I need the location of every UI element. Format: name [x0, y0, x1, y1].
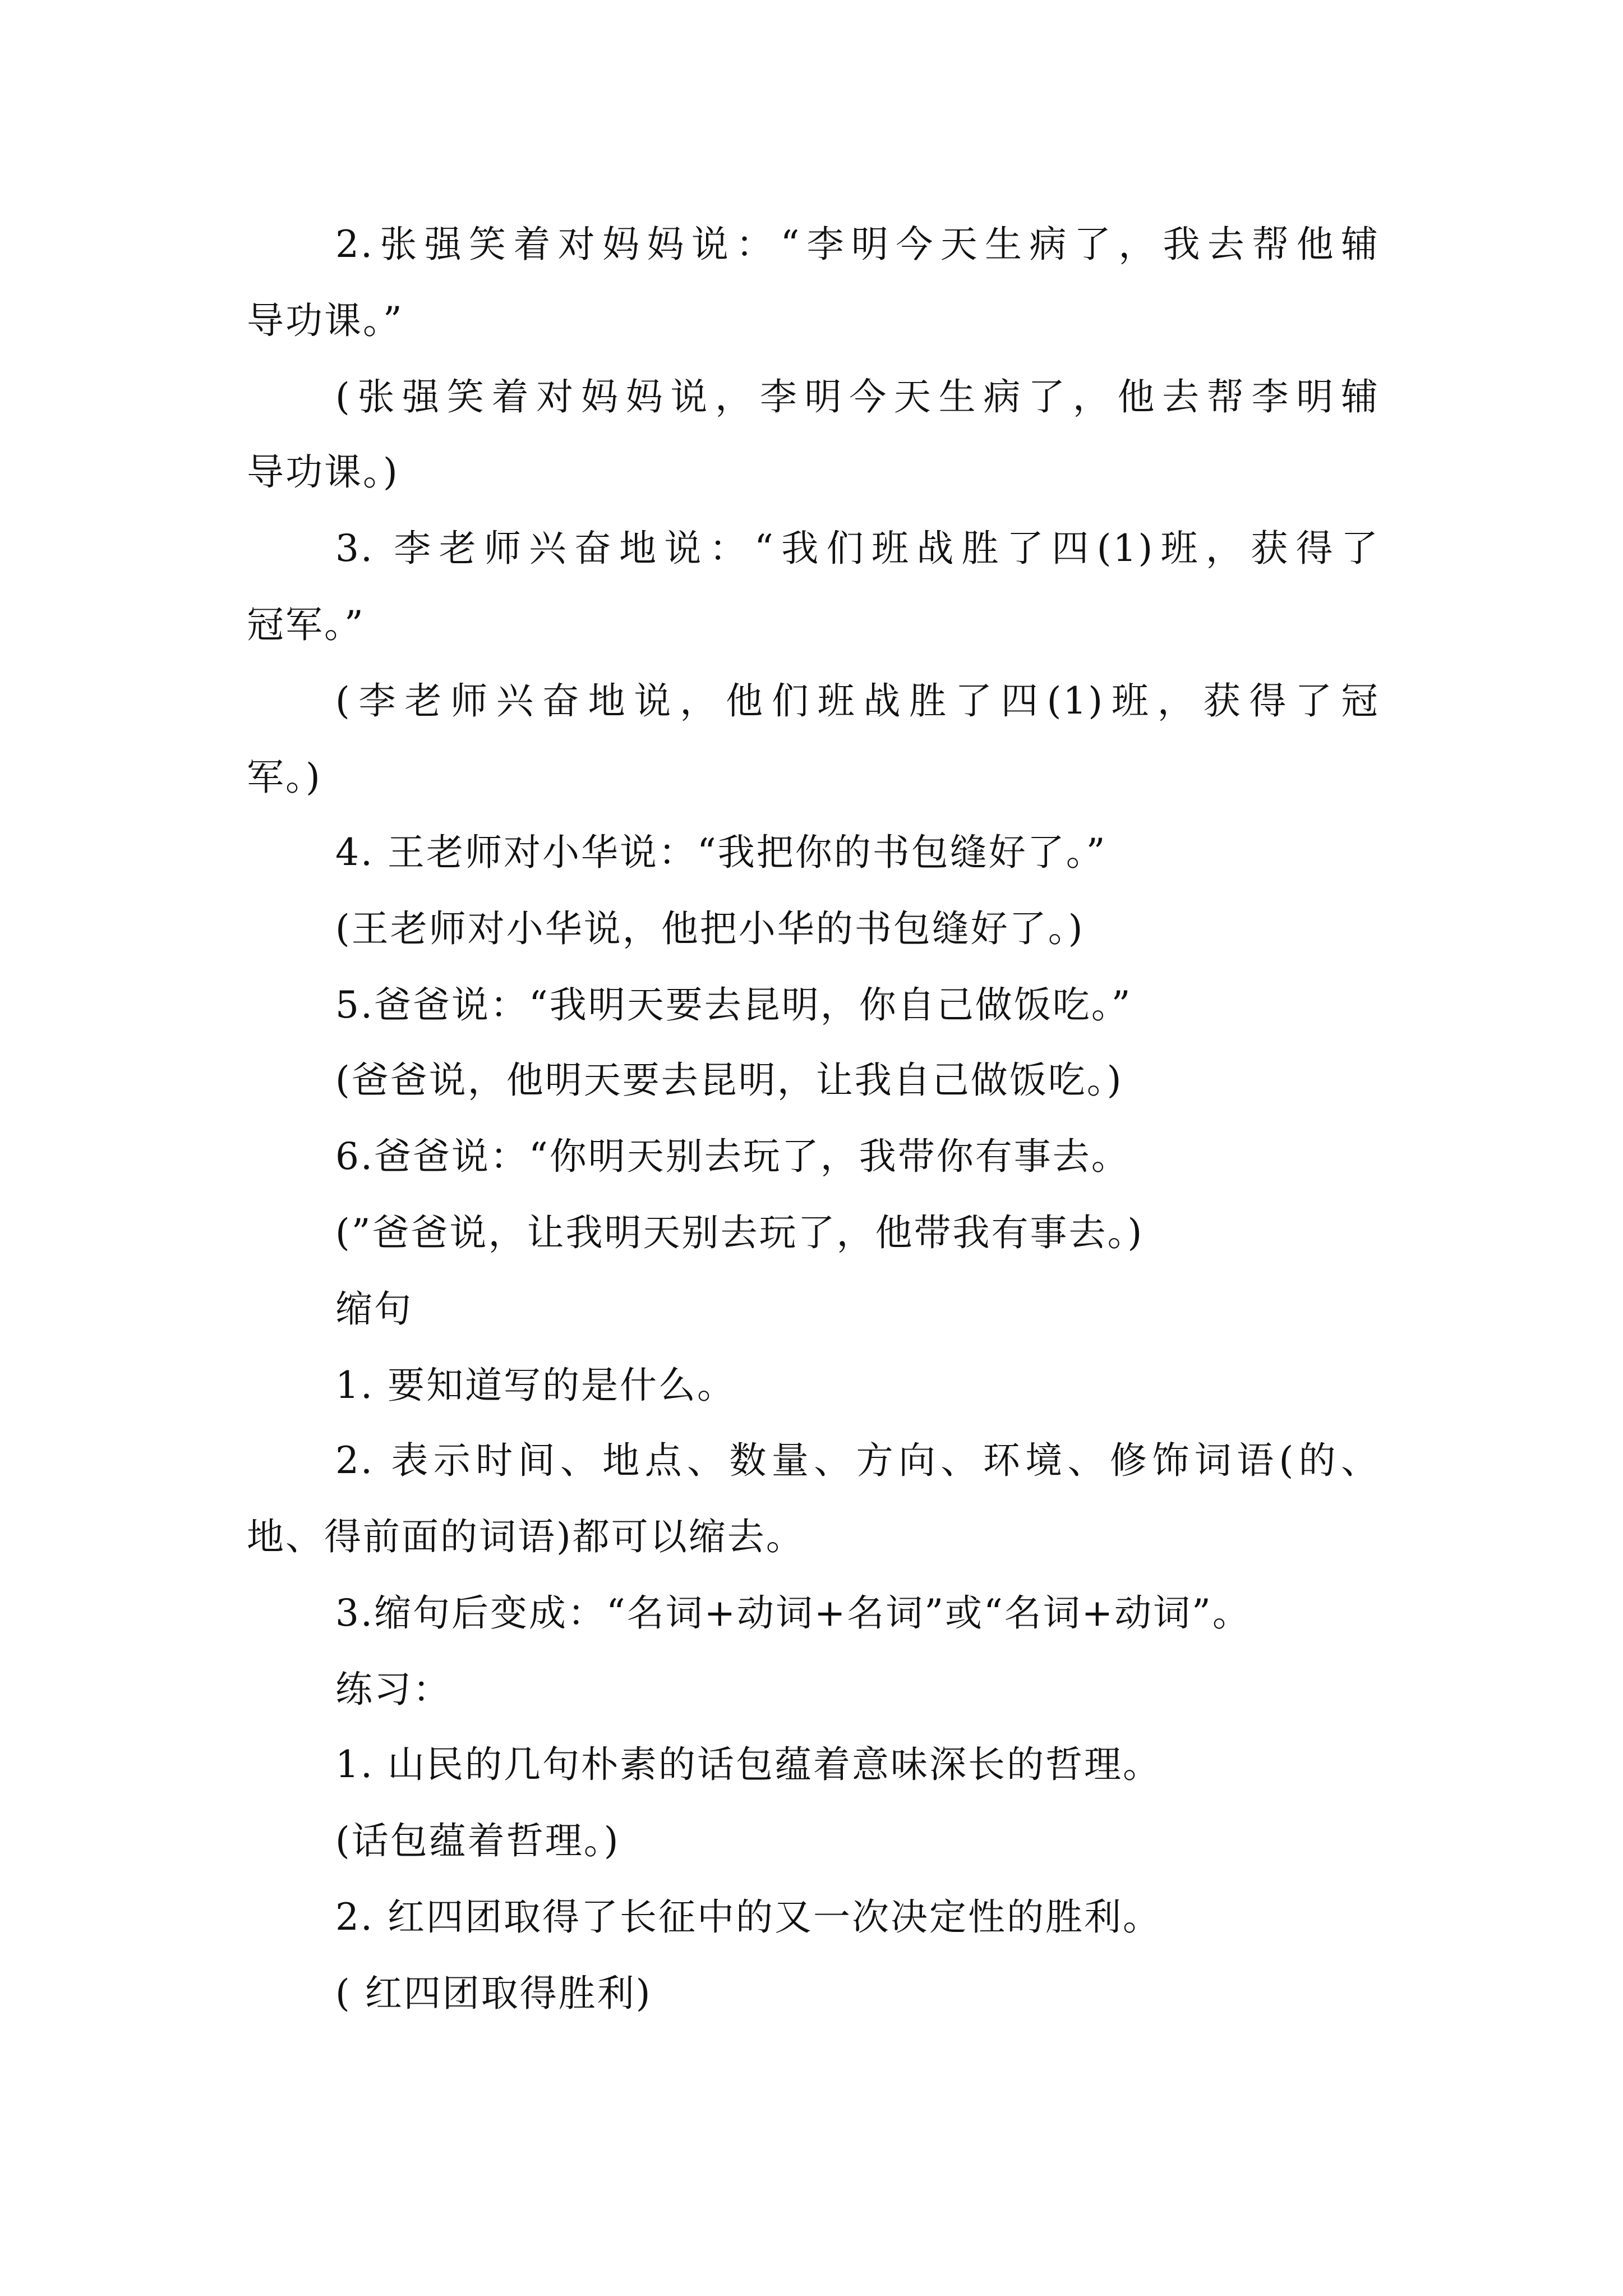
text-line-3-1: 3. 李老师兴奋地说：“我们班战胜了四(1)班，获得了	[335, 527, 1380, 570]
rule-line-1: 1. 要知道写的是什么。	[335, 1364, 736, 1407]
text-line-6-answer: (”爸爸说，让我明天别去玩了，他带我有事去。)	[335, 1211, 1144, 1254]
exercise-line-1-answer: (话包蕴着哲理。)	[335, 1819, 620, 1862]
text-line-3-2: 冠军。”	[247, 603, 365, 646]
exercise-line-2-answer: ( 红四团取得胜利)	[335, 1972, 652, 2015]
exercise-heading: 练习：	[335, 1668, 451, 1711]
exercise-line-1: 1. 山民的几句朴素的话包蕴着意味深长的哲理。	[335, 1743, 1161, 1786]
rule-line-2-2: 地、得前面的词语)都可以缩去。	[247, 1515, 805, 1558]
exercise-line-2: 2. 红四团取得了长征中的又一次决定性的胜利。	[335, 1895, 1161, 1939]
text-line-2-answer-1: (张强笑着对妈妈说，李明今天生病了，他去帮李明辅	[335, 375, 1380, 418]
text-line-2-2: 导功课。”	[247, 299, 404, 342]
text-line-3-answer-1: (李老师兴奋地说，他们班战胜了四(1)班，获得了冠	[335, 679, 1380, 723]
rule-line-3: 3.缩句后变成：“名词+动词+名词”或“名词+动词”。	[335, 1591, 1251, 1635]
text-line-4-answer: (王老师对小华说，他把小华的书包缝好了。)	[335, 907, 1085, 950]
rule-line-2-1: 2. 表示时间、地点、数量、方向、环境、修饰词语(的、	[335, 1439, 1380, 1482]
text-line-4: 4. 王老师对小华说：“我把你的书包缝好了。”	[335, 831, 1107, 874]
text-line-5-answer: (爸爸说，他明天要去昆明，让我自己做饭吃。)	[335, 1059, 1123, 1102]
text-line-2-1: 2.张强笑着对妈妈说：“李明今天生病了，我去帮他辅	[335, 223, 1380, 266]
text-line-3-answer-2: 军。)	[247, 756, 322, 799]
text-line-5: 5.爸爸说：“我明天要去昆明，你自己做饭吃。”	[335, 983, 1132, 1027]
text-line-6: 6.爸爸说：“你明天别去玩了，我带你有事去。	[335, 1135, 1130, 1178]
section-heading-suoju: 缩句	[335, 1287, 413, 1331]
text-line-2-answer-2: 导功课。)	[247, 450, 399, 494]
